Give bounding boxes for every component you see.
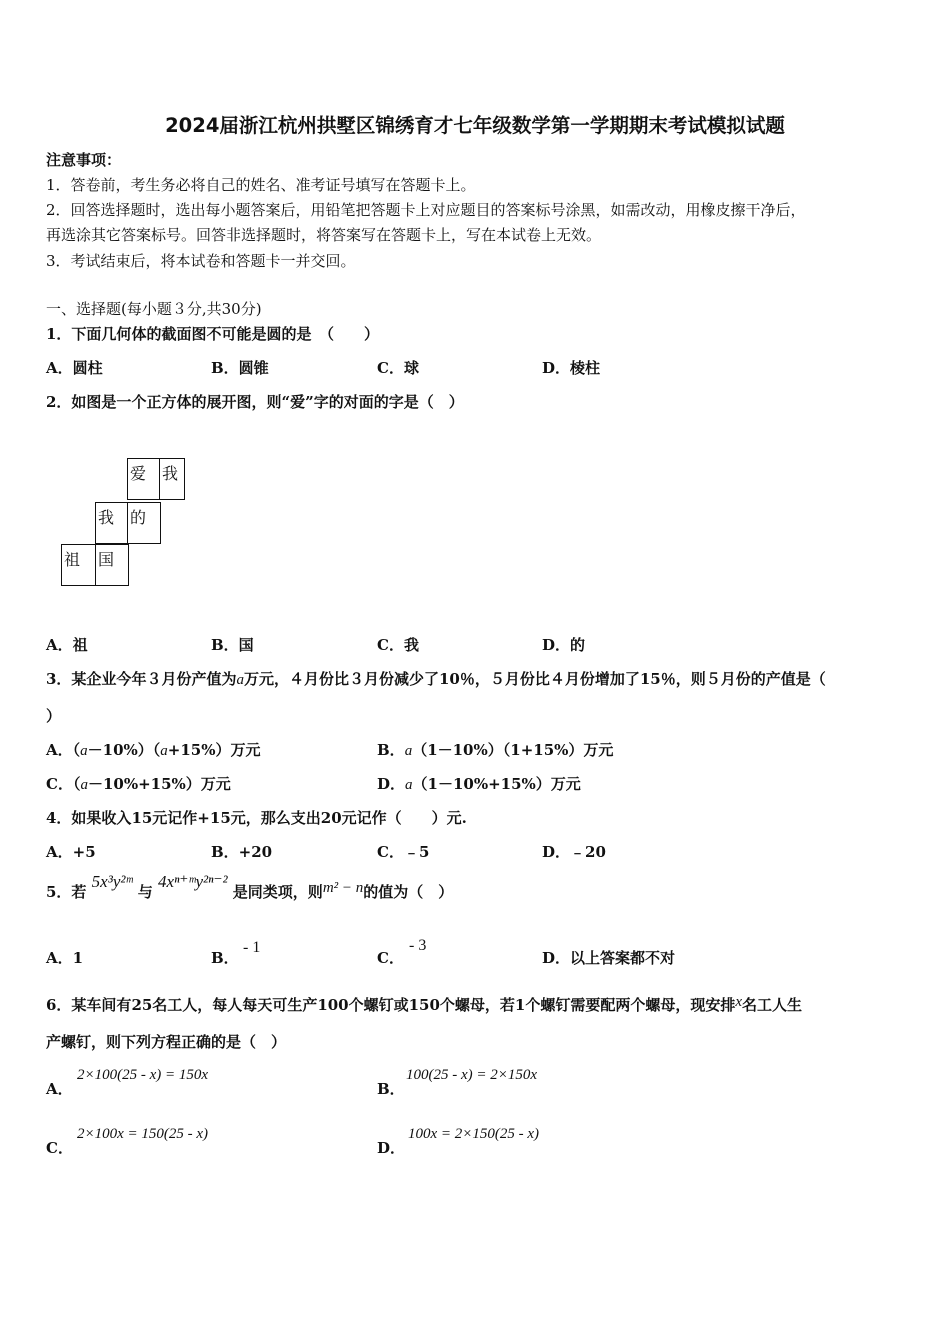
net-char: 我 bbox=[162, 464, 179, 483]
q6-option-d-label: D． bbox=[377, 1139, 406, 1157]
net-cell bbox=[159, 458, 185, 500]
q3-stem-pre: 3．某企业今年３月份产值为 bbox=[46, 670, 237, 688]
q6-option-a-label: A． bbox=[46, 1080, 73, 1098]
net-cell bbox=[127, 458, 161, 500]
q5-option-a: A．1 bbox=[46, 949, 84, 967]
option-label: C．（ bbox=[46, 775, 81, 793]
q1-option-c: C．球 bbox=[377, 359, 419, 377]
q2-option-a: A．祖 bbox=[46, 636, 88, 654]
net-char: 我 bbox=[98, 508, 115, 527]
notice-item-3: 3．考试结束后，将本试卷和答题卡一并交回。 bbox=[46, 252, 356, 270]
net-cell bbox=[61, 544, 97, 586]
q5-mid: 与 bbox=[137, 883, 153, 901]
q6-stem-line2: 产螺钉，则下列方程正确的是（ ） bbox=[46, 1033, 287, 1051]
notice-heading: 注意事项： bbox=[46, 151, 122, 169]
q6-option-a-equation: 2×100(25 - x) = 150x bbox=[77, 1067, 209, 1083]
q6-option-b-equation: 100(25 - x) = 2×150x bbox=[406, 1067, 538, 1083]
q3-stem-line2: ） bbox=[46, 707, 62, 725]
q3-var: a bbox=[236, 672, 244, 688]
q2-option-d: D．的 bbox=[542, 636, 586, 654]
q1-stem: 1．下面几何体的截面图不可能是圆的是 （ ） bbox=[46, 325, 379, 343]
page-title: 2024届浙江杭州拱墅区锦绣育才七年级数学第一学期期末考试模拟试题 bbox=[165, 114, 785, 137]
q5-stem-pre: 5．若 bbox=[46, 883, 87, 901]
notice-item-2: 2．回答选择题时，选出每小题答案后，用铅笔把答题卡上对应题目的答案标号涂黑，如需改动，用橡皮擦干净后， bbox=[46, 201, 806, 219]
q5-term2: 4xⁿ⁺ᵐy²ⁿ⁻² bbox=[158, 872, 228, 891]
q4-option-d: D．﹣20 bbox=[542, 843, 606, 861]
q6-option-c-label: C． bbox=[46, 1139, 73, 1157]
q1-option-a: A．圆柱 bbox=[46, 359, 103, 377]
net-cell bbox=[127, 502, 161, 544]
q6-option-d-equation: 100x = 2×150(25 - x) bbox=[408, 1126, 540, 1142]
net-char: 的 bbox=[130, 508, 147, 527]
q2-option-c: C．我 bbox=[377, 636, 419, 654]
option-text: +15%）万元 bbox=[167, 741, 261, 759]
q6-stem bbox=[46, 994, 803, 1014]
q5-option-c: C． bbox=[377, 949, 404, 967]
section-heading: 一、选择题(每小题３分,共30分) bbox=[46, 300, 262, 318]
q2-stem: 2．如图是一个正方体的展开图，则“爱”字的对面的字是（ ） bbox=[46, 393, 464, 411]
option-text: －10%+15%）万元 bbox=[87, 775, 231, 793]
q3-option-b bbox=[377, 743, 613, 759]
option-text: －10%）（ bbox=[87, 741, 161, 759]
q3-stem bbox=[46, 672, 826, 688]
q4-option-c: C．﹣5 bbox=[377, 843, 430, 861]
q3-var: a bbox=[80, 743, 88, 759]
net-cell bbox=[95, 544, 129, 586]
q6-stem-pre: 6．某车间有25名工人，每人每天可生产100个螺钉或150个螺母，若1个螺钉需要配两个螺母，现安排 bbox=[46, 996, 736, 1014]
option-text: （1－10%）（1+15%）万元 bbox=[412, 741, 614, 759]
q5-post2: 的值为（ ） bbox=[363, 883, 454, 901]
q3-stem-post: 万元，４月份比３月份减少了10％，５月份比４月份增加了15％，则５月份的产值是（ bbox=[243, 670, 826, 688]
q5-stem bbox=[46, 872, 454, 905]
q5-expr: m² − n bbox=[322, 880, 364, 896]
q3-option-d bbox=[377, 777, 581, 793]
q3-var: a bbox=[404, 743, 413, 759]
option-label: B． bbox=[377, 741, 405, 759]
q6-option-b-label: B． bbox=[377, 1080, 405, 1098]
notice-item-1: 1．答卷前，考生务必将自己的姓名、准考证号填写在答题卡上。 bbox=[46, 176, 476, 194]
q5-option-c-value: - 3 bbox=[409, 937, 427, 954]
q2-option-b: B．国 bbox=[211, 636, 254, 654]
q6-option-c-equation: 2×100x = 150(25 - x) bbox=[77, 1126, 209, 1142]
notice-item-2-cont: 再选涂其它答案标号。回答非选择题时，将答案写在答题卡上，写在本试卷上无效。 bbox=[46, 226, 602, 244]
q1-option-d: D．棱柱 bbox=[542, 359, 601, 377]
q3-option-c bbox=[46, 777, 231, 793]
q3-var: a bbox=[80, 777, 88, 793]
q4-stem: 4．如果收入15元记作+15元，那么支出20元记作（ ）元. bbox=[46, 809, 467, 827]
q1-option-b: B．圆锥 bbox=[211, 359, 269, 377]
q5-option-d: D．以上答案都不对 bbox=[542, 949, 676, 967]
q5-option-b-value: - 1 bbox=[243, 939, 261, 956]
q4-option-a: A．+5 bbox=[46, 843, 96, 861]
option-label: D． bbox=[377, 775, 406, 793]
q5-option-b: B． bbox=[211, 949, 239, 967]
q3-var: a bbox=[405, 777, 413, 793]
net-char: 国 bbox=[98, 550, 115, 569]
q3-var: a bbox=[160, 743, 168, 759]
q6-var: x bbox=[735, 994, 743, 1010]
q3-option-a bbox=[46, 743, 260, 759]
net-char: 祖 bbox=[64, 550, 81, 569]
net-char: 爱 bbox=[130, 464, 147, 483]
q6-stem-post: 名工人生 bbox=[742, 996, 803, 1014]
option-text: （1－10%+15%）万元 bbox=[412, 775, 581, 793]
option-label: A．（ bbox=[46, 741, 81, 759]
net-cell bbox=[95, 502, 129, 544]
q5-term1: 5x³y²ᵐ bbox=[91, 872, 133, 891]
q4-option-b: B．+20 bbox=[211, 843, 273, 861]
q5-post1: 是同类项，则 bbox=[232, 883, 323, 901]
